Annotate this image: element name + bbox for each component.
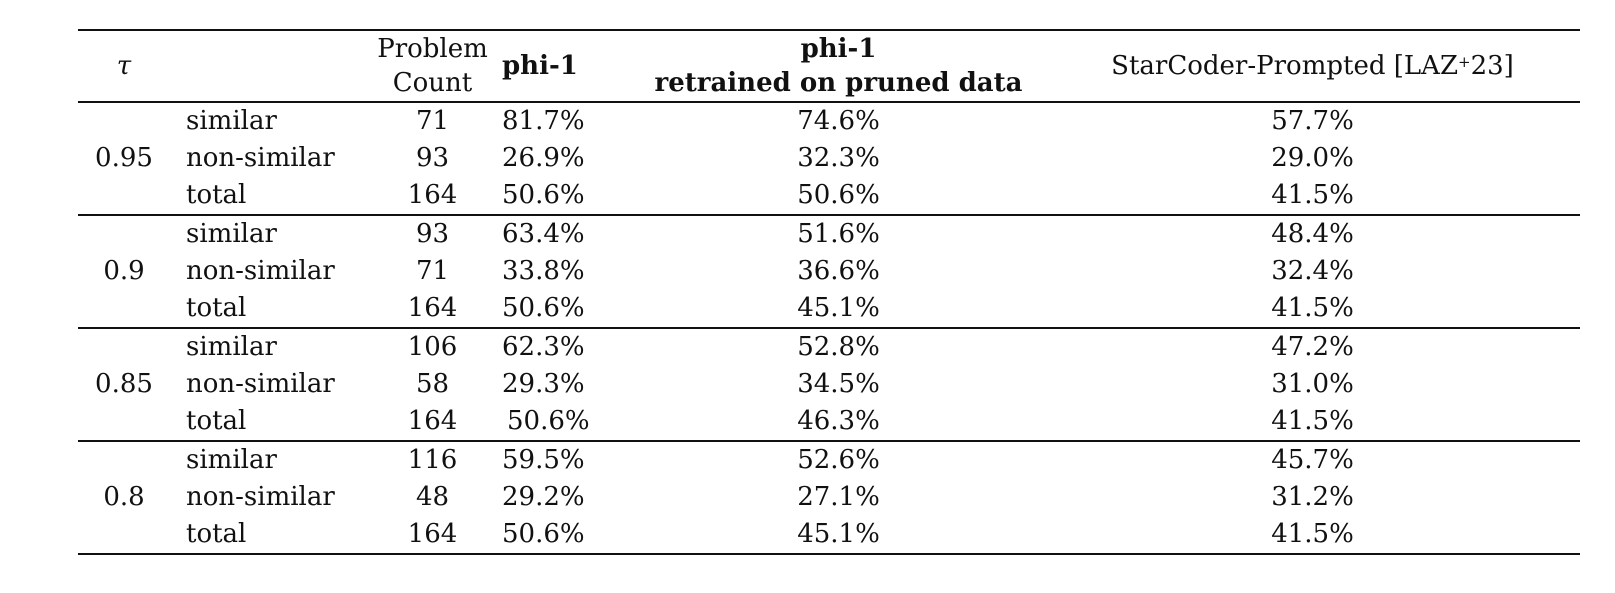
table-row — [78, 479, 1580, 516]
category-cell: non-similar — [186, 143, 335, 173]
table-row — [78, 140, 1580, 177]
starcoder-cell: 31.2% — [1271, 482, 1354, 512]
header-starcoder-end: 23] — [1470, 51, 1514, 81]
retrained-cell: 74.6% — [797, 106, 880, 136]
count-cell: 164 — [370, 403, 495, 441]
starcoder-cell: 32.4% — [1271, 256, 1354, 286]
table-row — [78, 290, 1580, 328]
count-cell: 106 — [407, 332, 458, 362]
category-cell: non-similar — [186, 256, 335, 286]
header-tau: τ — [116, 51, 132, 81]
starcoder-cell: 41.5% — [1045, 403, 1580, 441]
header-starcoder-sup: + — [1458, 53, 1471, 71]
results-table — [78, 29, 1580, 555]
table-row — [78, 403, 1580, 441]
count-cell: 48 — [415, 482, 450, 512]
table-row — [78, 215, 1580, 253]
count-cell: 58 — [415, 369, 450, 399]
header-phi1: phi-1 — [502, 51, 578, 81]
category-cell: non-similar — [186, 482, 335, 512]
results-table-container — [78, 29, 1580, 555]
table-row — [78, 328, 1580, 366]
count-cell: 93 — [415, 143, 450, 173]
count-cell: 164 — [370, 177, 495, 215]
table-row — [78, 177, 1580, 215]
phi1-cell: 50.6% — [495, 403, 632, 441]
table-row — [78, 366, 1580, 403]
starcoder-cell: 41.5% — [1045, 290, 1580, 328]
header-problem-count — [370, 30, 495, 102]
retrained-cell: 51.6% — [797, 219, 880, 249]
count-cell: 71 — [415, 106, 450, 136]
count-cell: 116 — [407, 445, 458, 475]
table-row — [78, 441, 1580, 479]
header-starcoder — [1045, 30, 1580, 102]
retrained-cell: 45.1% — [632, 290, 1045, 328]
retrained-cell: 46.3% — [632, 403, 1045, 441]
phi1-cell: 50.6% — [495, 516, 632, 554]
category-cell: total — [170, 290, 370, 328]
retrained-cell: 52.6% — [797, 445, 880, 475]
header-row — [78, 30, 1580, 102]
category-cell: total — [170, 516, 370, 554]
table-row — [78, 516, 1580, 554]
table-row — [78, 253, 1580, 290]
phi1-cell: 29.3% — [502, 369, 585, 399]
retrained-cell: 45.1% — [632, 516, 1045, 554]
count-cell: 93 — [415, 219, 450, 249]
starcoder-cell: 31.0% — [1271, 369, 1354, 399]
phi1-cell: 33.8% — [502, 256, 585, 286]
starcoder-cell: 29.0% — [1271, 143, 1354, 173]
category-cell: similar — [186, 332, 277, 362]
count-cell: 164 — [370, 516, 495, 554]
retrained-cell: 27.1% — [797, 482, 880, 512]
tau-value: 0.85 — [78, 328, 170, 441]
tau-value: 0.9 — [78, 215, 170, 328]
retrained-cell: 32.3% — [797, 143, 880, 173]
category-cell: total — [170, 403, 370, 441]
header-retrained-line1: phi-1 — [800, 34, 877, 64]
count-cell: 71 — [415, 256, 450, 286]
header-count-line2: Count — [392, 68, 473, 98]
starcoder-cell: 47.2% — [1271, 332, 1354, 362]
category-cell: total — [170, 177, 370, 215]
phi1-cell: 26.9% — [502, 143, 585, 173]
category-cell: similar — [186, 106, 277, 136]
starcoder-cell: 45.7% — [1271, 445, 1354, 475]
header-retrained — [632, 30, 1045, 102]
phi1-cell: 62.3% — [502, 332, 585, 362]
table-row — [78, 102, 1580, 140]
phi1-cell: 59.5% — [502, 445, 585, 475]
count-cell: 164 — [370, 290, 495, 328]
tau-value: 0.8 — [78, 441, 170, 554]
header-starcoder-text: StarCoder-Prompted [LAZ — [1111, 51, 1459, 81]
header-retrained-line2: retrained on pruned data — [654, 68, 1023, 98]
phi1-cell: 81.7% — [502, 106, 585, 136]
starcoder-cell: 57.7% — [1271, 106, 1354, 136]
phi1-cell: 50.6% — [495, 177, 632, 215]
category-cell: similar — [186, 219, 277, 249]
category-cell: similar — [186, 445, 277, 475]
phi1-cell: 50.6% — [495, 290, 632, 328]
header-count-line1: Problem — [377, 34, 488, 64]
category-cell: non-similar — [186, 369, 335, 399]
retrained-cell: 34.5% — [797, 369, 880, 399]
retrained-cell: 52.8% — [797, 332, 880, 362]
tau-value: 0.95 — [78, 102, 170, 215]
header-category — [170, 30, 370, 102]
retrained-cell: 36.6% — [797, 256, 880, 286]
phi1-cell: 29.2% — [502, 482, 585, 512]
phi1-cell: 63.4% — [502, 219, 585, 249]
starcoder-cell: 48.4% — [1271, 219, 1354, 249]
starcoder-cell: 41.5% — [1045, 177, 1580, 215]
starcoder-cell: 41.5% — [1045, 516, 1580, 554]
retrained-cell: 50.6% — [632, 177, 1045, 215]
